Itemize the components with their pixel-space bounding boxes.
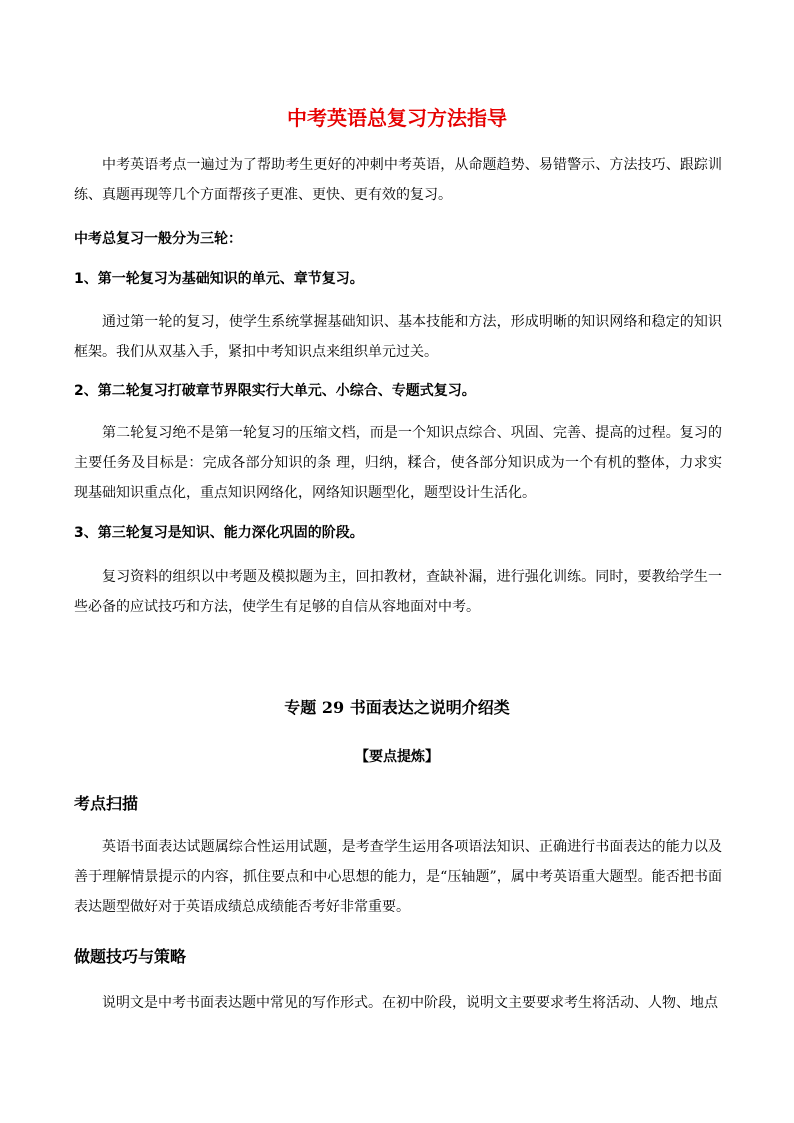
scan-paragraph: 英语书面表达试题属综合性运用试题，是考查学生运用各项语法知识、正确进行书面表达的能力以及善于理解情景提示的内容，抓住要点和中心思想的能力，是“压轴题”，属中考英语重大题型。能否把书面表达题型做好对于英语成绩总成绩能否考好非常重要。 bbox=[74, 839, 722, 915]
topic-title: 专题 29 书面表达之说明介绍类 bbox=[284, 698, 510, 717]
tips-paragraph: 说明文是中考书面表达题中常见的写作形式。在初中阶段，说明文主要要求考生将活动、人物、地点 bbox=[102, 995, 718, 1011]
main-title: 中考英语总复习方法指导 bbox=[287, 106, 507, 130]
round3-paragraph: 复习资料的组织以中考题及模拟题为主，回扣教材，查缺补漏，进行强化训练。同时，要教给学生一些必备的应试技巧和方法，使学生有足够的自信从容地面对中考。 bbox=[74, 569, 722, 615]
key-points-title: 【要点提炼】 bbox=[355, 749, 439, 765]
round1-paragraph: 通过第一轮的复习，使学生系统掌握基础知识、基本技能和方法，形成明晰的知识网络和稳定的知识框架。我们从双基入手，紧扣中考知识点来组织单元过关。 bbox=[74, 314, 722, 360]
overview-heading: 中考总复习一般分为三轮： bbox=[74, 231, 242, 247]
round1-heading: 1、第一轮复习为基础知识的单元、章节复习。 bbox=[74, 271, 364, 287]
tips-heading: 做题技巧与策略 bbox=[74, 947, 187, 966]
round2-heading: 2、第二轮复习打破章节界限实行大单元、小综合、专题式复习。 bbox=[74, 383, 476, 399]
round3-heading: 3、第三轮复习是知识、能力深化巩固的阶段。 bbox=[74, 525, 364, 541]
scan-heading: 考点扫描 bbox=[74, 794, 139, 813]
intro-paragraph: 中考英语考点一遍过为了帮助考生更好的冲刺中考英语，从命题趋势、易错警示、方法技巧、跟踪训练、真题再现等几个方面帮孩子更准、更快、更有效的复习。 bbox=[74, 157, 722, 203]
round2-paragraph: 第二轮复习绝不是第一轮复习的压缩文档，而是一个知识点综合、巩固、完善、提高的过程。复习的主要任务及目标是：完成各部分知识的条 理，归纳，糅合，使各部分知识成为一个有机的整体，力求实现基础知识重点化，重点知识网络化，网络知识题型化，题型设计生活化。 bbox=[74, 425, 722, 501]
